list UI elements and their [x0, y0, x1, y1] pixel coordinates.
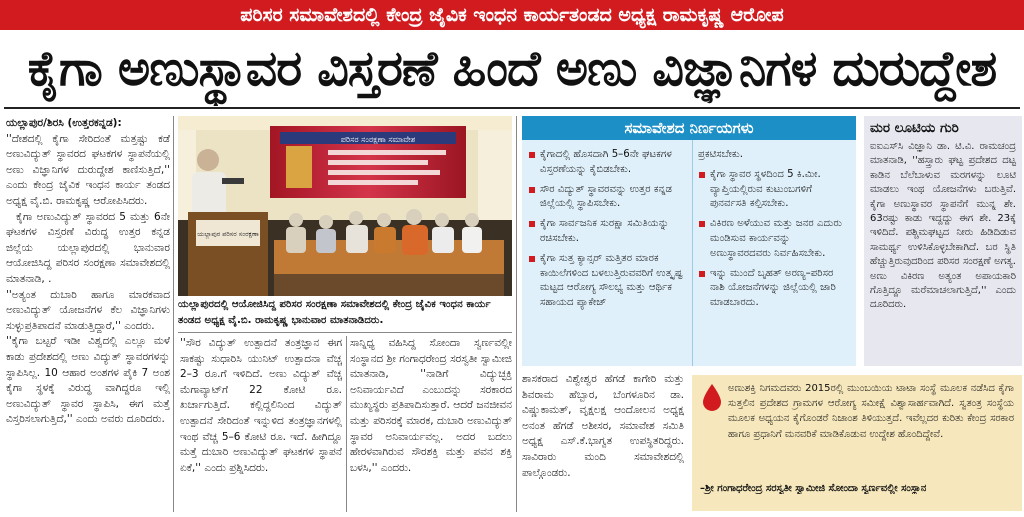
- list-item: ಸೌರ ವಿದ್ಯುತ್ ಸ್ಥಾವರವನ್ನು ಉತ್ತರ ಕನ್ನಡ ಜಿಲ್ಲೆಯಲ್ಲಿ ಸ್ಥಾಪಿಸಬೇಕು.: [528, 183, 686, 213]
- article-column-1: [6, 116, 170, 512]
- paragraph: ''ದೇಶದಲ್ಲಿ ಕೈಗಾ ಸೇರಿದಂತೆ ಮತ್ತಷ್ಟು ಕಡೆ ಅಣುವಿದ್ಯುತ್ ಸ್ಥಾವರದ ಘಟಕಗಳ ಸ್ಥಾಪನೆಯಲ್ಲಿ ಅಣು ವಿಜ್ಞಾನಿಗಳ ದುರುದ್ದೇಶ ಕಾಣಿಸುತ್ತಿದೆ,'' ಎಂದು ಕೇಂದ್ರ ಜೈವಿಕ ಇಂಧನ ಕಾರ್ಯ ತಂಡದ ಅಧ್ಯಕ್ಷ ವೈ.ಬಿ. ರಾಮಕೃಷ್ಣ ಆರೋಪಿಸಿದರು.: [6, 132, 170, 207]
- quote-drop-icon: [700, 383, 724, 413]
- resolutions-box: [522, 140, 856, 366]
- stage-photo-illustration: [178, 116, 512, 296]
- paragraph: ಸಾನ್ನಿಧ್ಯ ವಹಿಸಿದ್ದ ಸೋಂದಾ ಸ್ವರ್ಣವಲ್ಲೀ ಸಂಸ್ಥಾನದ ಶ್ರೀ ಗಂಗಾಧರೇಂದ್ರ ಸರಸ್ವತೀ ಸ್ವಾಮೀಜಿ ಮಾತನಾಡಿ, ''ನಾಡಿಗೆ ವಿದ್ಯುಚ್ಛಕ್ತಿ ಅನಿವಾರ್ಯವಿದೆ ಎಂಬುದನ್ನು ಸರಕಾರದ ಮುಖ್ಯಸ್ಥರು ಪ್ರತಿಪಾದಿಸುತ್ತಾರೆ. ಆದರೆ ಜನಜೀವನ ಮತ್ತು ಪರಿಸರಕ್ಕೆ ಮಾರಕ, ದುಬಾರಿ ಅಣುವಿದ್ಯುತ್ ಸ್ಥಾವರ ಅನಿವಾರ್ಯವಲ್ಲ. ಅದರ ಬದಲು ಹೇರಳವಾಗಿರುವ ಸೌರಶಕ್ತಿ ಮತ್ತು ಪವನ ಶಕ್ತಿ ಬಳಸಿ,'' ಎಂದರು.: [350, 337, 512, 474]
- list-item: ಕೈಗಾದಲ್ಲಿ ಹೊಸದಾಗಿ 5–6ನೇ ಘಟಕಗಳ ವಿಸ್ತರಣೆಯನ್ನು ಕೈಬಿಡಬೇಕು.: [528, 148, 686, 178]
- dateline: ಯಲ್ಲಾಪುರ/ಶಿರಸಿ (ಉತ್ತರಕನ್ನಡ):: [6, 117, 122, 129]
- column-divider: [346, 336, 347, 512]
- list-item: ಕೈಗಾ ಸಾರ್ವಜನಿಕ ಸುರಕ್ಷಾ ಸಮಿತಿಯನ್ನು ರಚಿಸಬೇಕು.: [528, 217, 686, 247]
- box-divider: [692, 140, 693, 366]
- quote-box: [692, 375, 1022, 511]
- column-divider: [173, 116, 174, 512]
- paragraph: ''ಕೈಗಾ ಬಟ್ಟರೆ ಇಡೀ ವಿಶ್ವದಲ್ಲಿ ಎಲ್ಲೂ ಮಳೆ ಕಾಡು ಪ್ರದೇಶದಲ್ಲಿ ಅಣು ವಿದ್ಯುತ್ ಸ್ಥಾವರಗಳನ್ನು ಸ್ಥಾಪಿಸಿಲ್ಲ. 10 ಆಹಾರ ಅಂಶಗಳ ಪೈಕಿ 7 ಅಂಶ ಕೈಗಾ ಸ್ಥಳಕ್ಕೆ ವಿರುದ್ಧ ವಾಗಿದ್ದರೂ ಇಲ್ಲಿ ಅಣುವಿದ್ಯುತ್ ಸ್ಥಾವರ ಸ್ಥಾಪಿಸಿ, ಈಗ ಮತ್ತೆ ವಿಸ್ತರಿಸಲಾಗುತ್ತಿದೆ,'' ಎಂದು ಅವರು ದೂರಿದರು.: [6, 335, 170, 426]
- kicker-text: ಪರಿಸರ ಸಮಾವೇಶದಲ್ಲಿ ಕೇಂದ್ರ ಜೈವಿಕ ಇಂಧನ ಕಾರ್ಯತಂಡದ ಅಧ್ಯಕ್ಷ ರಾಮಕೃಷ್ಣ ಆರೋಪ: [240, 4, 784, 26]
- list-item: ವಿಕಿರಣ ಅಳೆಯುವ ಮತ್ತು ಜನರ ಎದುರು ಮಂಡಿಸುವ ಕಾರ್ಯವನ್ನು ಅಣುಸ್ಥಾವರದವರು ನಿರ್ವಹಿಸಬೇಕು.: [698, 217, 850, 261]
- sidebar-body: ಐಐಎಸ್‌ಸಿ ವಿಜ್ಞಾನಿ ಡಾ. ಟಿ.ವಿ. ರಾಮಚಂದ್ರ ಮಾತನಾಡಿ, ''ಹಸ್ತ್ರಾರು ಘಟ್ಟ ಪ್ರದೇಶದ ದಟ್ಟ ಕಾಡಿನ ಬೆಲೆಬಾಳುವ ಮರಗಳನ್ನು ಲೂಟಿ ಮಾಡಲು ಇಂಥ ಯೋಜನೆಗಳು ಬರುತ್ತಿವೆ. ಕೈಗಾ ಅಣುಸ್ಥಾವರ ಸ್ಥಾಪನೆಗೆ ಮುನ್ನ ಶೇ. 63ರಷ್ಟು ಕಾಡು ಇದ್ದದ್ದು ಈಗ ಶೇ. 23ಕ್ಕೆ ಇಳಿದಿದೆ. ಪಶ್ಚಿಮಘಟ್ಟದ ನೀರು ಹಿಡಿದಿಡುವ ಸಾಮರ್ಥ್ಯ ಉಳಿಸಿಕೊಳ್ಳಬೇಕಾಗಿದೆ. ಬರ ಸ್ಥಿತಿ ಹೆಚ್ಚುತ್ತಿರುವುದರಿಂದ ಪರಿಸರ ಸಂರಕ್ಷಣೆ ಅಗತ್ಯ. ಅಣು ವಿಕಿರಣ ಅತ್ಯಂತ ಅಪಾಯಕಾರಿ ಗೊತ್ತಿದ್ದೂ ಮರೆಮಾಚಲಾಗುತ್ತಿದೆ,'' ಎಂದು ದೂರಿದರು.: [870, 141, 1016, 311]
- article-column-3: [350, 336, 512, 512]
- paragraph: ''ಸೌರ ವಿದ್ಯುತ್ ಉತ್ಪಾದನೆ ತಂತ್ರಜ್ಞಾನ ಈಗ ಸಾಕಷ್ಟು ಸುಧಾರಿಸಿ ಯುನಿಟ್ ಉತ್ಪಾದನಾ ವೆಚ್ಚ 2–3 ರೂ.ಗೆ ಇಳಿದಿದೆ. ಅಣು ವಿದ್ಯುತ್ ವೆಚ್ಚ ಮೆಗಾವ್ಯಾಟ್‌ಗೆ 22 ಕೋಟಿ ರೂ. ಖರ್ಚಾಗುತ್ತಿದೆ. ಕಲ್ಲಿದ್ದಲಿನಿಂದ ವಿದ್ಯುತ್ ಉತ್ಪಾದನೆ ಸೇರಿದಂತೆ ಇನ್ನುಳಿದ ತಂತ್ರಜ್ಞಾನಗಳಲ್ಲಿ ಇಂಥ ವೆಚ್ಚ 5–6 ಕೋಟಿ ರೂ. ಇದೆ. ಹೀಗಿದ್ದೂ ಮತ್ತೆ ದುಬಾರಿ ಅಣುವಿದ್ಯುತ್ ಘಟಕಗಳ ಸ್ಥಾಪನೆ ಏಕೆ,'' ಎಂದು ಪ್ರಶ್ನಿಸಿದರು.: [180, 337, 342, 474]
- list-item: ಕೈಗಾ ಸುತ್ತ ಕ್ಯಾನ್ಸರ್ ಮತ್ತಿತರ ಮಾರಕ ಕಾಯಿಲೆಗಳಿಂದ ಬಳಲುತ್ತಿರುವವರಿಗೆ ಉತ್ಕೃಷ್ಟ ಮಟ್ಟದ ಆರೋಗ್ಯ ಸೌಲಭ್ಯ ಮತ್ತು ಆರ್ಥಿಕ ಸಹಾಯದ ಪ್ಯಾಕೇಜ್: [528, 252, 686, 311]
- paragraph: ಶಾಸಕರಾದ ವಿಶ್ವೇಶ್ವರ ಹೆಗಡೆ ಕಾಗೇರಿ ಮತ್ತು ಶಿವರಾಮ ಹೆಬ್ಬಾರ, ಬೆಂಗಳೂರಿನ ಡಾ. ವಿಷ್ಣುಕಾಮತ್, ವೃಕ್ಷಲಕ್ಷ ಆಂದೋಲನ ಅಧ್ಯಕ್ಷ ಅನಂತ ಹೆಗಡೆ ಅಶೀಸರ, ಸಮಾವೇಶ ಸಮಿತಿ ಅಧ್ಯಕ್ಷ ಎಸ್.ಕೆ.ಭಾಗ್ವತ ಉಪಸ್ಥಿತರಿದ್ದರು. ಸಾವಿರಾರು ಮಂದಿ ಸಮಾವೇಶದಲ್ಲಿ ಪಾಲ್ಗೊಂಡರು.: [522, 373, 684, 479]
- stage-banner-text: ಪರಿಸರ ಸಂರಕ್ಷಣಾ ಸಮಾವೇಶ: [340, 135, 416, 144]
- list-item: ಇನ್ನು ಮುಂದೆ ಬೃಹತ್ ಅರಣ್ಯ–ಪರಿಸರ ನಾಶಿ ಯೋಜನೆಗಳನ್ನು ಜಿಲ್ಲೆಯಲ್ಲಿ ಜಾರಿ ಮಾಡಬಾರದು.: [698, 267, 850, 311]
- paragraph: ಕೈಗಾ ಅಣುವಿದ್ಯುತ್ ಸ್ಥಾವರದ 5 ಮತ್ತು 6ನೇ ಘಟಕಗಳ ವಿಸ್ತರಣೆ ವಿರುದ್ಧ ಉತ್ತರ ಕನ್ನಡ ಜಿಲ್ಲೆಯ ಯಲ್ಲಾಪುರದಲ್ಲಿ ಭಾನುವಾರ ಆಯೋಜಿಸಿದ್ದ ಪರಿಸರ ಸಂರಕ್ಷಣಾ ಸಮಾವೇಶದಲ್ಲಿ ಮಾತನಾಡಿ, .: [6, 210, 170, 285]
- column-divider: [516, 116, 517, 512]
- quote-text: ಅಣುಶಕ್ತಿ ನಿಗಮದವರು 2015ರಲ್ಲಿ ಮುಂಬಯಿಯ ಟಾಟಾ ಸಂಸ್ಥೆ ಮೂಲಕ ನಡೆಸಿದ ಕೈಗಾ ಸುತ್ತಲಿನ ಪ್ರದೇಶದ ಗ್ರಾಮಗಳ ಆರೋಗ್ಯ ಸಮೀಕ್ಷೆ ವಿಶ್ವಾಸಾರ್ಹವಾಗಿದೆ. ಸ್ವತಂತ್ರ ಸಂಸ್ಥೆಯ ಮೂಲಕ ಅಧ್ಯಯನ ಕೈಗೊಂಡರೆ ನಿಜಾಂಶ ತಿಳಿಯುತ್ತದೆ. ಇವೆಲ್ಲದರ ಕುರಿತು ಕೇಂದ್ರ ಸರಕಾರ ಹಾಗೂ ಪ್ರಧಾನಿಗೆ ಮನವರಿಕೆ ಮಾಡಿಕೊಡುವ ಉದ್ದೇಶ ಹೊಂದಿದ್ದೇವೆ.: [728, 383, 1014, 440]
- article-column-2: [180, 336, 342, 512]
- caption-rule: [178, 332, 512, 333]
- headline: ಕೈಗಾ ಅಣುಸ್ಥಾವರ ವಿಸ್ತರಣೆ ಹಿಂದೆ ಅಣು ವಿಜ್ಞಾನಿಗಳ ದುರುದ್ದೇಶ: [27, 40, 997, 97]
- event-photo: [178, 116, 512, 296]
- headline-rule: [4, 107, 1020, 109]
- podium-sign: ಯಲ್ಲಾಪುರ ಪರಿಸರ ಸಂರಕ್ಷಣಾ: [197, 230, 259, 238]
- list-item: ಕೈಗಾ ಸ್ಥಾವರ ಸ್ಥಳದಿಂದ 5 ಕಿ.ಮೀ. ವ್ಯಾಪ್ತಿಯಲ್ಲಿರುವ ಕುಟುಂಬಗಳಿಗೆ ಪುನರ್ವಸತಿ ಕಲ್ಪಿಸಬೇಕು.: [698, 168, 850, 212]
- resolutions-list-left: [528, 148, 686, 311]
- photo-caption: ಯಲ್ಲಾಪುರದಲ್ಲಿ ಆಯೋಜಿಸಿದ್ದ ಪರಿಸರ ಸಂರಕ್ಷಣಾ ಸಮಾವೇಶದಲ್ಲಿ ಕೇಂದ್ರ ಜೈವಿಕ ಇಂಧನ ಕಾರ್ಯ ತಂಡದ ಅಧ್ಯಕ್ಷ ವೈ.ಬಿ. ರಾಮಕೃಷ್ಣ ಭಾನುವಾರ ಮಾತನಾಡಿದರು.: [178, 299, 491, 326]
- list-item-continuation: ಪ್ರಕಟಿಸಬೇಕು.: [698, 149, 743, 160]
- kicker-strip: [0, 0, 1024, 30]
- article-column-4: [522, 372, 684, 512]
- paragraph: ''ಅತ್ಯಂತ ದುಬಾರಿ ಹಾಗೂ ಮಾರಕವಾದ ಅಣುವಿದ್ಯುತ್ ಯೋಜನೆಗಳ ಕೆಲ ವಿಜ್ಞಾನಿಗಳು ಸುಳ್ಳುಪ್ರತಿಪಾದನೆ ಮಾಡುತ್ತಿದ್ದಾರೆ,'' ಎಂದರು.: [6, 288, 170, 332]
- resolutions-list-right: [698, 168, 850, 311]
- resolutions-box-title: ಸಮಾವೇಶದ ನಿರ್ಣಯಗಳು: [522, 116, 856, 140]
- sidebar-title: ಮರ ಲೂಟಿಯ ಗುರಿ: [870, 120, 959, 136]
- quote-attribution: –ಶ್ರೀ ಗಂಗಾಧರೇಂದ್ರ ಸರಸ್ವತೀ ಸ್ವಾಮೀಜಿ ಸೋಂದಾ ಸ್ವರ್ಣವಲ್ಲೀ ಸಂಸ್ಥಾನ: [700, 483, 927, 494]
- sidebar-box: [864, 116, 1022, 366]
